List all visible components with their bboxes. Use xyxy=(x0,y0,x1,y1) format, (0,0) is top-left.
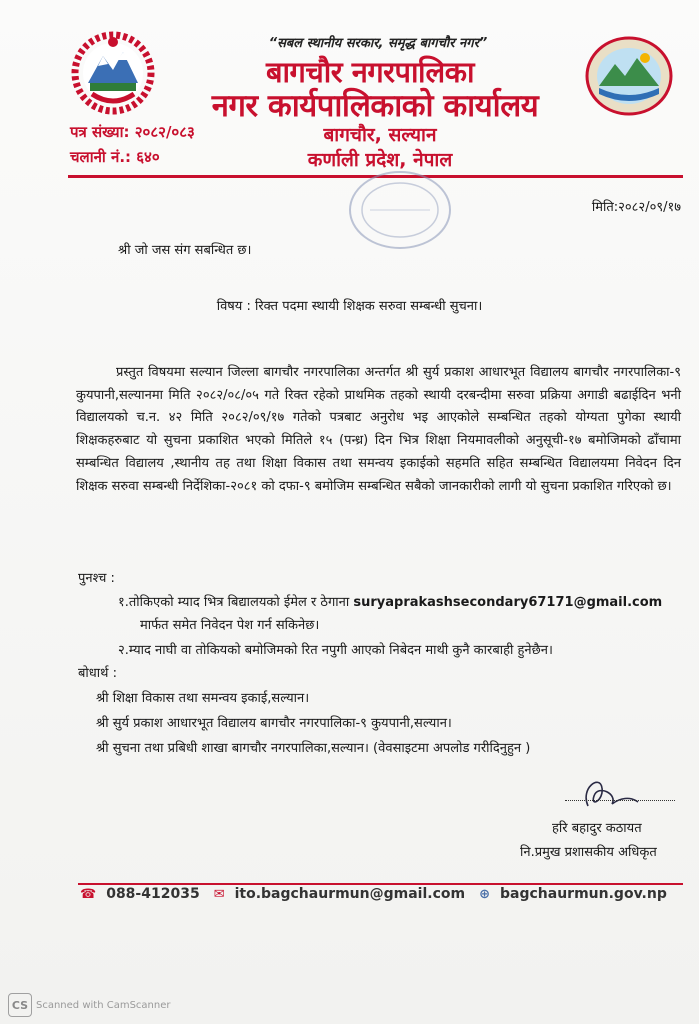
email-icon: ✉ xyxy=(213,886,225,902)
postscript-item-1 xyxy=(118,592,662,610)
phone-icon: ☎ xyxy=(80,886,97,902)
subject-line: विषय : रिक्त पदमा स्थायी शिक्षक सरुवा सम्बन्धी सुचना। xyxy=(216,299,483,314)
recipient: श्री जो जस संग सबन्धित छ। xyxy=(118,243,252,258)
address-line-1: बागचौर, सल्यान xyxy=(323,124,437,146)
postscript-label: पुनश्च : xyxy=(78,571,115,586)
dispatch-number: चलानी नं.: ६४० xyxy=(70,148,160,166)
school-email: suryaprakashsecondary67171@gmail.com xyxy=(353,595,663,610)
camscanner-logo-icon: CS xyxy=(8,993,32,1017)
footer-phone: 088-412035 xyxy=(106,886,200,902)
cc-label: बोधार्थ : xyxy=(78,666,117,681)
footer-contacts xyxy=(80,886,667,902)
cc-item: श्री शिक्षा विकास तथा समन्वय इकाई,सल्यान। xyxy=(96,691,310,706)
scanner-watermark xyxy=(8,993,171,1017)
letter-date: मिति:२०८२/०९/१७ xyxy=(591,200,681,215)
slogan: “सबल स्थानीय सरकार, समृद्ध बागचौर नगर” xyxy=(268,36,488,51)
footer-divider xyxy=(78,883,683,885)
postscript-item-1-continued: मार्फत समेत निवेदन पेश गर्न सकिनेछ। xyxy=(140,618,320,633)
signatory-title: नि.प्रमुख प्रशासकीय अधिकृत xyxy=(520,845,657,860)
signatory-name: हरि बहादुर कठायत xyxy=(552,821,642,836)
office-title: नगर कार्यपालिकाको कार्यालय xyxy=(211,88,539,124)
address-line-2: कर्णाली प्रदेश, नेपाल xyxy=(307,149,453,171)
office-stamp-icon xyxy=(345,168,455,252)
cc-item: श्री सुर्य प्रकाश आधारभूत विद्यालय बागचौर नगरपालिका-९ कुयपानी,सल्यान। xyxy=(96,716,452,731)
globe-icon: ⊕ xyxy=(479,886,491,902)
nepal-emblem-icon xyxy=(68,28,158,118)
postscript-item-2: २.म्याद नाघी वा तोकियको बमोजिमको रित नपुगी आएको निबेदन माथी कुनै कारबाही हुनेछैन। xyxy=(118,643,553,658)
signature-line xyxy=(565,800,675,801)
reference-number: पत्र संख्या: २०८२/०८३ xyxy=(70,123,195,141)
letter-body: प्रस्तुत विषयमा सल्यान जिल्ला बागचौर नगरपालिका अन्तर्गत श्री सुर्य प्रकाश आधारभूत विद्यालय बागचौर नगरपालिका-९ कुयपानी,सल्यानमा मिति २०८२/०८/०५ गते रिक्त रहेको प्राथमिक तहको स्थायी दरबन्दीमा सरुवा प्रक्रिया अगाडी बढाईदिन भनी विद्यालयको च.न. ४२ मिति २०८२/०९/१७ गतेको पत्रबाट अनुरोध भइ आएकोले सम्बन्धित तहको योग्यता पुगेका स्थायी शिक्षकहरुबाट यो सुचना प्रकाशित भएको मितिले १५ (पन्ध्र) दिन भित्र शिक्षा नियमावलीको अनुसूची-१७ बमोजिमको ढाँचामा सम्बन्धित विद्यालय ,स्थानीय तह तथा शिक्षा विकास तथा समन्वय इकाईको सहमति सहित सम्बन्धित विद्यालयमा निवेदन दिन शिक्षक सरुवा सम्बन्धी निर्देशिका-२०८१ को दफा-९ बमोजिम सम्बन्धित सबैको जानकारीको लागी यो सुचना प्रकाशित गरिएको छ। xyxy=(76,365,681,494)
postscript-item-1-text: १.तोकिएको म्याद भित्र बिद्यालयको ईमेल र ठेगाना xyxy=(118,595,354,610)
footer-website: bagchaurmun.gov.np xyxy=(500,886,667,902)
signature-scribble-icon xyxy=(560,768,680,818)
municipality-title: बागचौर नगरपालिका xyxy=(265,55,474,89)
scanner-text: Scanned with CamScanner xyxy=(36,999,171,1011)
footer-email: ito.bagchaurmun@gmail.com xyxy=(234,886,466,902)
cc-item: श्री सुचना तथा प्रबिधी शाखा बागचौर नगरपालिका,सल्यान। (वेवसाइटमा अपलोड गरीदिनुहुन ) xyxy=(96,741,531,756)
